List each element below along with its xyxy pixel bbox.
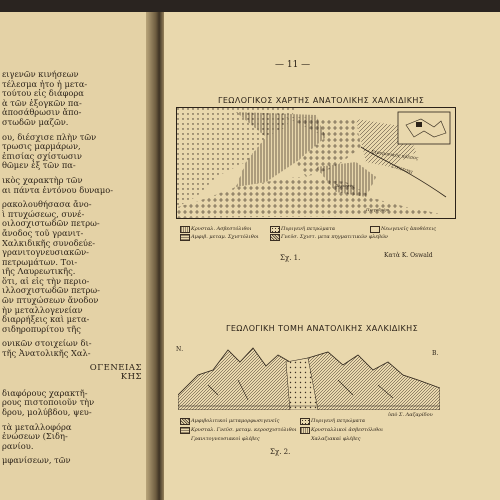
legend2-swatch-amphibolite [180, 418, 190, 425]
bottom-line: δρου, μολύβδου, ψευ- [2, 408, 92, 417]
legend-swatch-igneous [270, 226, 280, 233]
fig1-legend-4: Αμφιβ. μεταμ. Σχιστόλιθοι [191, 234, 259, 240]
fig1-legend-2: Πυριγενῆ πετρώματα [281, 226, 336, 232]
legend2-swatch-igneous [300, 418, 310, 425]
top-line: ικὸς χαρακτὴρ τῶν [2, 175, 83, 185]
top-line: ῶν πτυχώσεων ἄνοδον [2, 296, 99, 306]
fig2-legend-2: Πυριγενῆ πετρώματα [311, 418, 366, 424]
top-line: στωδῶν μαζῶν. [2, 117, 69, 127]
fig1-legend-3: Νεωγενεῖς ἀποθέσεις [381, 226, 437, 232]
figure-1-credit: Κατὰ Κ. Oswald [384, 252, 433, 259]
map-label-stratoni: ΣΤΡΑΤΩΝΙ [390, 163, 414, 175]
top-line: σιδηροπυρίτου τῆς [2, 324, 81, 334]
top-line: ειγενῶν κινήσεων [2, 70, 79, 79]
legend2-swatch-gneiss [180, 427, 190, 434]
top-line: ἐπισίας σχίστωσιν [2, 151, 82, 161]
legend-swatch-gneiss [270, 234, 280, 241]
top-line: γρανιτογνευσιακῶν- [2, 248, 89, 258]
figure-2-title: ΓΕΩΛΟΓΙΚΗ ΤΟΜΗ ΑΝΑΤΟΛΙΚΗΣ ΧΑΛΚΙΔΙΚΗΣ [226, 324, 419, 333]
legend-swatch-neogene [370, 226, 380, 233]
top-line: ου, διέσχισε πλὴν τῶν [2, 132, 97, 142]
left-heading-2: ΚΗΣ [120, 373, 142, 383]
bottom-line: ρανίου. [2, 441, 34, 451]
top-line: Χαλκιδικῆς συνοδεύε- [2, 238, 96, 248]
map-label-gulf: Στρυμονικὸς κόλπος [370, 150, 419, 162]
bottom-line: ἐνώσεων (Σιδη- [2, 432, 68, 442]
fig1-legend-5: Γνεῦσ. Σχιστ. μετα πηγματιτικῶν φλεβῶν [281, 234, 389, 240]
top-line: τῆς Ἀνατολικῆς Χαλ- [2, 349, 91, 359]
bottom-line: διαφόρους χαρακτῆ- [2, 388, 88, 398]
legend-swatch-schist [180, 234, 190, 241]
legend-swatch-limestone [180, 226, 190, 233]
bottom-line: μφανίσεων, τῶν [2, 456, 71, 466]
top-line: ιλλοσχιστωδῶν πετρω- [2, 286, 100, 296]
fig2-legend-6: Χαλαζιακαὶ φλέβες [311, 436, 361, 442]
top-line: ὴν μεταλλογενείαν [2, 305, 83, 315]
bottom-line: ρους πιστοποιοῦν τὴν [2, 398, 95, 408]
figure-2-caption: Σχ. 2. [270, 448, 291, 456]
figure-1-caption: Σχ. 1. [280, 254, 301, 262]
left-heading-1: ΟΓΕΝΕΙΑΣ [89, 363, 142, 373]
legend2-swatch-limestone [300, 427, 310, 434]
top-line: διαρρήξεις καὶ μετα- [2, 315, 90, 325]
top-line: ὅτι, αἱ εἰς τὴν περιο- [2, 276, 90, 286]
top-line: πετρωμάτων. Τοι- [2, 257, 78, 267]
figure-2-credit: ὑπὸ Σ. Λαζαρίδου [388, 412, 433, 418]
left-page-text [2, 70, 142, 466]
top-line: ιῆς Λαυρεωτικῆς. [2, 267, 76, 277]
top-line: ἄνοδος τοῦ γρανιτ- [2, 228, 84, 238]
top-line: τέλεσμα ἦτο ἡ μετα- [2, 79, 88, 89]
figure-1-geologic-map [176, 107, 456, 219]
fig2-legend-5: Γρανιτογνευσιακοὶ φλέβες [191, 436, 260, 442]
top-line: ὰ τῶν ἐξογκῶν πα- [2, 98, 82, 108]
bottom-line: τὰ μεταλλοφόρα [2, 422, 72, 432]
figure-1-title: ΓΕΩΛΟΓΙΚΟΣ ΧΑΡΤΗΣ ΑΝΑΤΟΛΙΚΗΣ ΧΑΛΚΙΔΙΚΗΣ [218, 96, 425, 105]
fig1-legend-1: Κρυσταλ. Ασβεστόλιθοι [191, 226, 252, 232]
top-line: ἀποσάθρωσιν ἄπο- [2, 108, 82, 118]
top-line: αι πάντα ἐντόνου δυναμο- [2, 185, 114, 195]
map-label-pyrgodromi: Πιργοδρόμι [366, 207, 390, 212]
top-line: ονικῶν στοιχείων δι- [2, 339, 92, 349]
fig2-legend-4: Κρυσταλλικοὶ ἀσβεστόλιθοι [311, 427, 384, 433]
fig2-legend-3: Κρυσταλ. Γνεῦσ. μεταμ. κεροσχιστόλιθοι [191, 427, 297, 433]
top-line: τούτου εἰς διάφορα [2, 89, 84, 99]
top-line: ρακολουθήσασα ἄνο- [2, 200, 92, 210]
map-label-ierissos: Ἱερισσὸς [336, 183, 355, 188]
direction-left: Ν. [176, 346, 184, 353]
direction-right: Β. [432, 350, 439, 357]
top-line: θῶμεν ἐξ τῶν πα- [2, 161, 76, 171]
top-line: ὶ πτυχώσεως, συνέ- [2, 209, 85, 219]
figure-2-cross-section [178, 340, 440, 410]
fig2-legend-1: Αμφιβολιτικοὶ μεταμορφωσιγενεῖς [191, 418, 280, 424]
page-number: — 11 — [275, 60, 311, 70]
top-line: οιλοσχιστωδῶν πετρω- [2, 219, 100, 229]
top-line: τρωσις μαρμάρων, [2, 142, 81, 152]
